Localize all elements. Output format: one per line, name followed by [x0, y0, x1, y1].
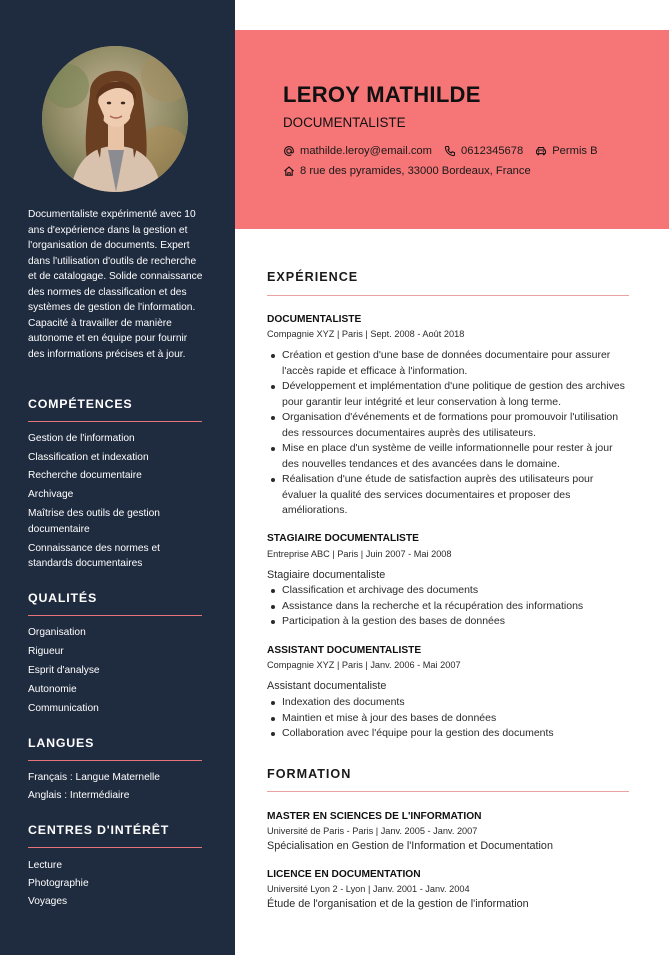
phone-icon [444, 145, 456, 157]
job-3-intro: Assistant documentaliste [267, 680, 387, 692]
list-item: Collaboration avec l'équipe pour la gestion des documents [267, 726, 629, 742]
profile-photo [42, 46, 188, 192]
experience-divider [267, 295, 629, 296]
degree-2-meta: Université Lyon 2 - Lyon | Janv. 2001 - Janv. 2004 [267, 884, 470, 894]
list-item: Classification et archivage des documents [267, 583, 629, 599]
list-item: Mise en place d'un système de veille informationnelle pour rester à jour des nouvelles tendances et des avancées dans le domaine. [267, 441, 629, 472]
job-title: DOCUMENTALISTE [283, 115, 406, 130]
qualities-divider [28, 615, 202, 616]
interest-item: Voyages [28, 896, 68, 908]
header-banner [235, 30, 669, 229]
education-divider [267, 791, 629, 792]
quality-item: Communication [28, 703, 99, 714]
job-2-title: STAGIAIRE DOCUMENTALISTE [267, 533, 419, 544]
job-2-bullets [267, 583, 629, 630]
interests-list [28, 858, 206, 910]
skills-divider [28, 421, 202, 422]
skill-item: Maîtrise des outils de gestion documentaire [28, 508, 160, 535]
job-1-title: DOCUMENTALISTE [267, 314, 362, 325]
list-item: Développement et implémentation d'une politique de gestion des archives pour garantir leur intégrité et leur conservation à long terme. [267, 379, 629, 410]
at-icon [283, 145, 295, 157]
list-item: Organisation d'événements et de formations pour promouvoir l'utilisation des ressources documentaires auprès des utilisateurs. [267, 410, 629, 441]
job-2-intro: Stagiaire documentaliste [267, 569, 386, 581]
contact-email[interactable]: mathilde.leroy@email.com [300, 145, 432, 157]
degree-1-title: MASTER EN SCIENCES DE L'INFORMATION [267, 811, 482, 822]
qualities-list [28, 625, 206, 716]
profile-summary: Documentaliste expérimenté avec 10 ans d'expérience dans la gestion et l'organisation de documents. Expert dans l'utilisation d'outils de recherche et de catalogage. Solide connaissance des normes de classification et des systèmes de gestion de l'information. Capacité à travailler de manière autonome et en équipe pour fournir des informations précises et à jour. [28, 209, 203, 360]
contact-address: 8 rue des pyramides, 33000 Bordeaux, France [300, 165, 531, 177]
portrait-image [42, 46, 188, 192]
skill-item: Gestion de l'information [28, 433, 135, 444]
languages-list [28, 770, 206, 803]
skills-title: COMPÉTENCES [28, 397, 133, 411]
skill-item: Connaissance des normes et standards documentaires [28, 542, 160, 569]
degree-1-desc: Spécialisation en Gestion de l'Information et Documentation [267, 840, 553, 852]
interests-divider [28, 847, 202, 848]
degree-2-desc: Étude de l'organisation et de la gestion de l'information [267, 898, 529, 910]
sidebar [0, 0, 235, 955]
skills-list [28, 431, 206, 571]
skill-item: Recherche documentaire [28, 470, 142, 482]
list-item: Assistance dans la recherche et la récupération des informations [267, 599, 629, 615]
job-1-meta: Compagnie XYZ | Paris | Sept. 2008 - Août 2018 [267, 329, 465, 339]
skill-item: Archivage [28, 489, 74, 501]
languages-title: LANGUES [28, 736, 95, 750]
skill-item: Classification et indexation [28, 451, 149, 463]
degree-2-title: LICENCE EN DOCUMENTATION [267, 869, 421, 880]
address-row [283, 165, 531, 177]
quality-item: Rigueur [28, 646, 64, 657]
job-2-meta: Entreprise ABC | Paris | Juin 2007 - Mai 2008 [267, 549, 452, 559]
contact-phone[interactable]: 0612345678 [460, 145, 524, 157]
education-title: FORMATION [267, 767, 352, 781]
interests-title: CENTRES D'INTÉRÊT [28, 823, 170, 837]
qualities-title: QUALITÉS [28, 591, 98, 605]
job-3-meta: Compagnie XYZ | Paris | Janv. 2006 - Mai 2007 [267, 660, 461, 670]
quality-item: Organisation [28, 627, 86, 638]
interest-item: Lecture [28, 860, 62, 871]
list-item: Indexation des documents [267, 695, 629, 711]
list-item: Maintien et mise à jour des bases de données [267, 711, 629, 727]
list-item: Participation à la gestion des bases de données [267, 614, 629, 630]
degree-1-meta: Université de Paris - Paris | Janv. 2005 - Janv. 2007 [267, 826, 478, 836]
job-3-title: ASSISTANT DOCUMENTALISTE [267, 645, 422, 656]
job-1-bullets [267, 348, 629, 519]
list-item: Réalisation d'une étude de satisfaction auprès des utilisateurs pour évaluer la qualité des services documentaires et proposer des améliorations. [267, 472, 629, 519]
person-name: LEROY MATHILDE [283, 82, 481, 107]
interest-item: Photographie [28, 878, 89, 890]
home-icon [283, 165, 295, 177]
experience-title: EXPÉRIENCE [267, 270, 359, 284]
list-item: Création et gestion d'une base de données documentaire pour assurer l'accès rapide et efficace à l'information. [267, 348, 629, 379]
quality-item: Esprit d'analyse [28, 665, 100, 676]
job-3-bullets [267, 695, 629, 742]
languages-divider [28, 760, 202, 761]
language-item: Anglais : Intermédiaire [28, 790, 130, 802]
language-item: Français : Langue Maternelle [28, 772, 160, 783]
quality-item: Autonomie [28, 684, 77, 695]
contact-license: Permis B [552, 145, 598, 157]
car-icon [535, 145, 547, 157]
contact-row [283, 145, 598, 157]
